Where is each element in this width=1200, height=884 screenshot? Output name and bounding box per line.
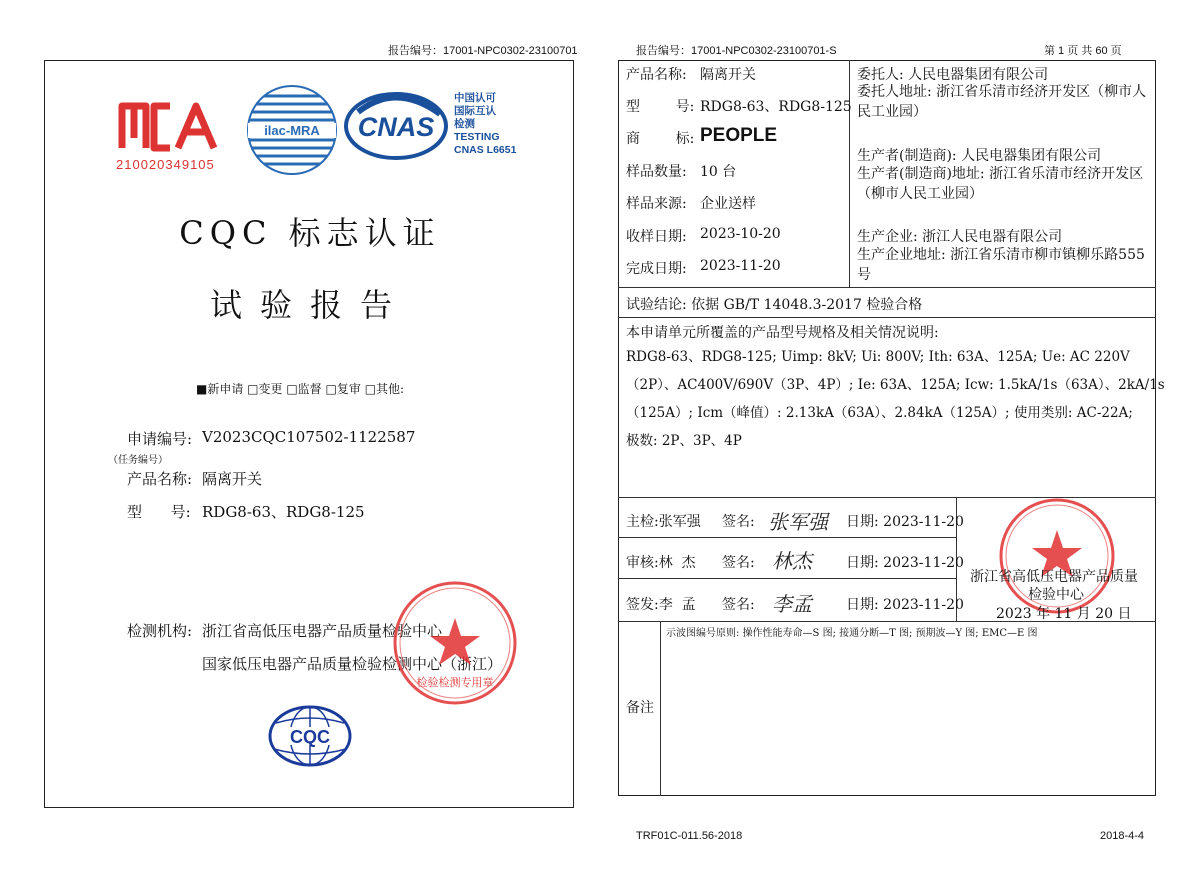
cnas-line: 检测 <box>454 118 475 130</box>
scope-line: （125A）; Icm（峰值）: 2.13kA（63A）、2.84kA（125A）; 使用类别: AC-22A; <box>626 405 1133 421</box>
application-no-label: 申请编号: <box>127 430 193 448</box>
divider <box>618 287 1156 288</box>
cma-number: 210020349105 <box>116 157 215 172</box>
scope-line: 极数: 2P、3P、4P <box>626 433 742 449</box>
application-type-options <box>196 380 404 397</box>
manufacturer-address-value: 浙江省乐清市经济开发区（柳市人民工业园） <box>857 166 1144 202</box>
divider <box>618 578 956 579</box>
inspector-role: 主检:张军强 <box>626 514 701 530</box>
issuer-name-1: 浙江省高低压电器产品质量 <box>970 569 1138 585</box>
product-name: 隔离开关 <box>202 470 263 488</box>
sample-qty: 10 台 <box>700 164 737 180</box>
left-report-number: 报告编号：17001-NPC0302-23100701 <box>388 45 578 57</box>
form-date: 2018-4-4 <box>1100 830 1145 842</box>
finish-date-label: 完成日期: <box>626 261 687 277</box>
receive-date-label: 收样日期: <box>626 229 687 245</box>
client-address: 委托人地址: 浙江省乐清市经济开发区（柳市人民工业园） <box>857 84 1147 120</box>
institution-name-2: 国家低压电器产品质量检验检测中心（浙江） <box>202 655 503 673</box>
svg-text:ilac-MRA: ilac-MRA <box>264 123 320 138</box>
divider <box>618 537 956 538</box>
type-option: □变更 <box>247 382 283 396</box>
client-label: 委托人: 人民电器集团有限公司 <box>857 67 1049 83</box>
ilac-mra-logo <box>246 84 338 176</box>
product-name-label: 产品名称: <box>127 470 193 488</box>
approver-signature: 李孟 <box>772 592 812 616</box>
model-label: 型 号: <box>626 99 695 115</box>
svg-text:CNAS: CNAS <box>357 112 435 142</box>
date-label: 日期: 2023-11-20 <box>846 597 964 613</box>
factory-address: 生产企业地址: 浙江省乐清市柳市镇柳乐路555号 <box>857 247 1145 283</box>
institution-name-1: 浙江省高低压电器产品质量检验中心 <box>202 622 443 640</box>
type-option: □复审 <box>325 382 361 396</box>
cnas-line: TESTING <box>454 131 500 143</box>
model: RDG8-63、RDG8-125 <box>202 503 365 521</box>
approver-role: 签发:李 孟 <box>626 597 696 613</box>
scope-line: （2P）、AC400V/690V（3P、4P）; Ie: 63A、125A; Icw: 1.5kA/1s（63A）、2kA/1s <box>626 377 1165 393</box>
receive-date: 2023-10-20 <box>700 226 781 242</box>
task-no-label: （任务编号） <box>108 455 168 466</box>
factory-name: 浙江人民电器有限公司 <box>922 229 1063 245</box>
product-name-label: 产品名称: <box>626 67 687 83</box>
type-option: ■新申请 <box>196 382 244 396</box>
stamp-text: 检验检测专用章 <box>416 676 494 689</box>
institution-label: 检测机构: <box>127 622 193 640</box>
date-label: 日期: 2023-11-20 <box>846 514 964 530</box>
brand-label: 商 标: <box>626 131 695 147</box>
scope-title: 本申请单元所覆盖的产品型号规格及相关情况说明: <box>626 325 939 341</box>
model: RDG8-63、RDG8-125 <box>700 99 852 115</box>
client-name: 人民电器集团有限公司 <box>908 67 1049 83</box>
factory-address-value: 浙江省乐清市柳市镇柳乐路555号 <box>857 247 1145 283</box>
divider <box>849 60 850 287</box>
factory: 生产企业: 浙江人民电器有限公司 <box>857 229 1063 245</box>
sample-source: 企业送样 <box>700 196 756 212</box>
finish-date: 2023-11-20 <box>700 258 781 274</box>
form-number: TRF01C-011.56-2018 <box>636 830 743 842</box>
brand: PEOPLE <box>700 125 778 146</box>
sign-label: 签名: <box>722 555 755 571</box>
cqc-logo <box>268 705 352 767</box>
report-title-line2: 试验报告 <box>209 286 410 324</box>
inspection-stamp <box>390 578 520 708</box>
date-label: 日期: 2023-11-20 <box>846 555 964 571</box>
cnas-accreditation-text <box>454 92 516 157</box>
scope-line: RDG8-63、RDG8-125; Uimp: 8kV; Ui: 800V; Ith: 63A、125A; Ue: AC 220V <box>626 349 1130 365</box>
model-label: 型 号: <box>127 503 191 521</box>
manufacturer-address: 生产者(制造商)地址: 浙江省乐清市经济开发区（柳市人民工业园） <box>857 166 1144 202</box>
divider <box>618 317 1156 318</box>
note-label: 备注 <box>626 700 654 716</box>
sign-date: 2023-11-20 <box>883 555 964 571</box>
right-report-number: 报告编号：17001-NPC0302-23100701-S <box>636 45 837 57</box>
cma-logo <box>116 98 228 154</box>
reviewer-signature: 林杰 <box>772 549 812 573</box>
manufacturer: 生产者(制造商): 人民电器集团有限公司 <box>857 148 1102 164</box>
cnas-line: 国际互认 <box>454 105 496 117</box>
cqc-logo-text: CQC <box>290 727 330 747</box>
application-no: V2023CQC107502-1122587 <box>202 428 416 446</box>
sign-date: 2023-11-20 <box>883 597 964 613</box>
sign-label: 签名: <box>722 597 755 613</box>
page-info: 第 1 页 共 60 页 <box>1044 45 1122 57</box>
product-name: 隔离开关 <box>700 67 756 83</box>
sign-label: 签名: <box>722 514 755 530</box>
sample-qty-label: 样品数量: <box>626 164 687 180</box>
sample-source-label: 样品来源: <box>626 196 687 212</box>
type-option: □其他: <box>364 382 405 396</box>
issue-date: 2023 年 11 月 20 日 <box>996 606 1132 622</box>
cnas-line: 中国认可 <box>454 92 496 104</box>
reviewer-role: 审核:林 杰 <box>626 555 696 571</box>
client-address-value: 浙江省乐清市经济开发区（柳市人民工业园） <box>857 84 1147 120</box>
manufacturer-name: 人民电器集团有限公司 <box>961 148 1102 164</box>
cnas-logo <box>344 88 448 160</box>
inspector-signature: 张军强 <box>768 510 828 534</box>
divider <box>660 621 661 796</box>
test-conclusion: 试验结论: 依据 GB/T 14048.3-2017 检验合格 <box>626 297 923 313</box>
report-title-line1: CQC 标志认证 <box>179 214 441 252</box>
issuer-name-2: 检验中心 <box>1028 587 1084 603</box>
type-option: □监督 <box>286 382 322 396</box>
note-text: 示波图编号原则: 操作性能寿命—S 图; 接通分断—T 图; 预期波—Y 图; EMC—E 图 <box>666 628 1038 639</box>
cnas-line: CNAS L6651 <box>454 144 517 156</box>
sign-date: 2023-11-20 <box>883 514 964 530</box>
